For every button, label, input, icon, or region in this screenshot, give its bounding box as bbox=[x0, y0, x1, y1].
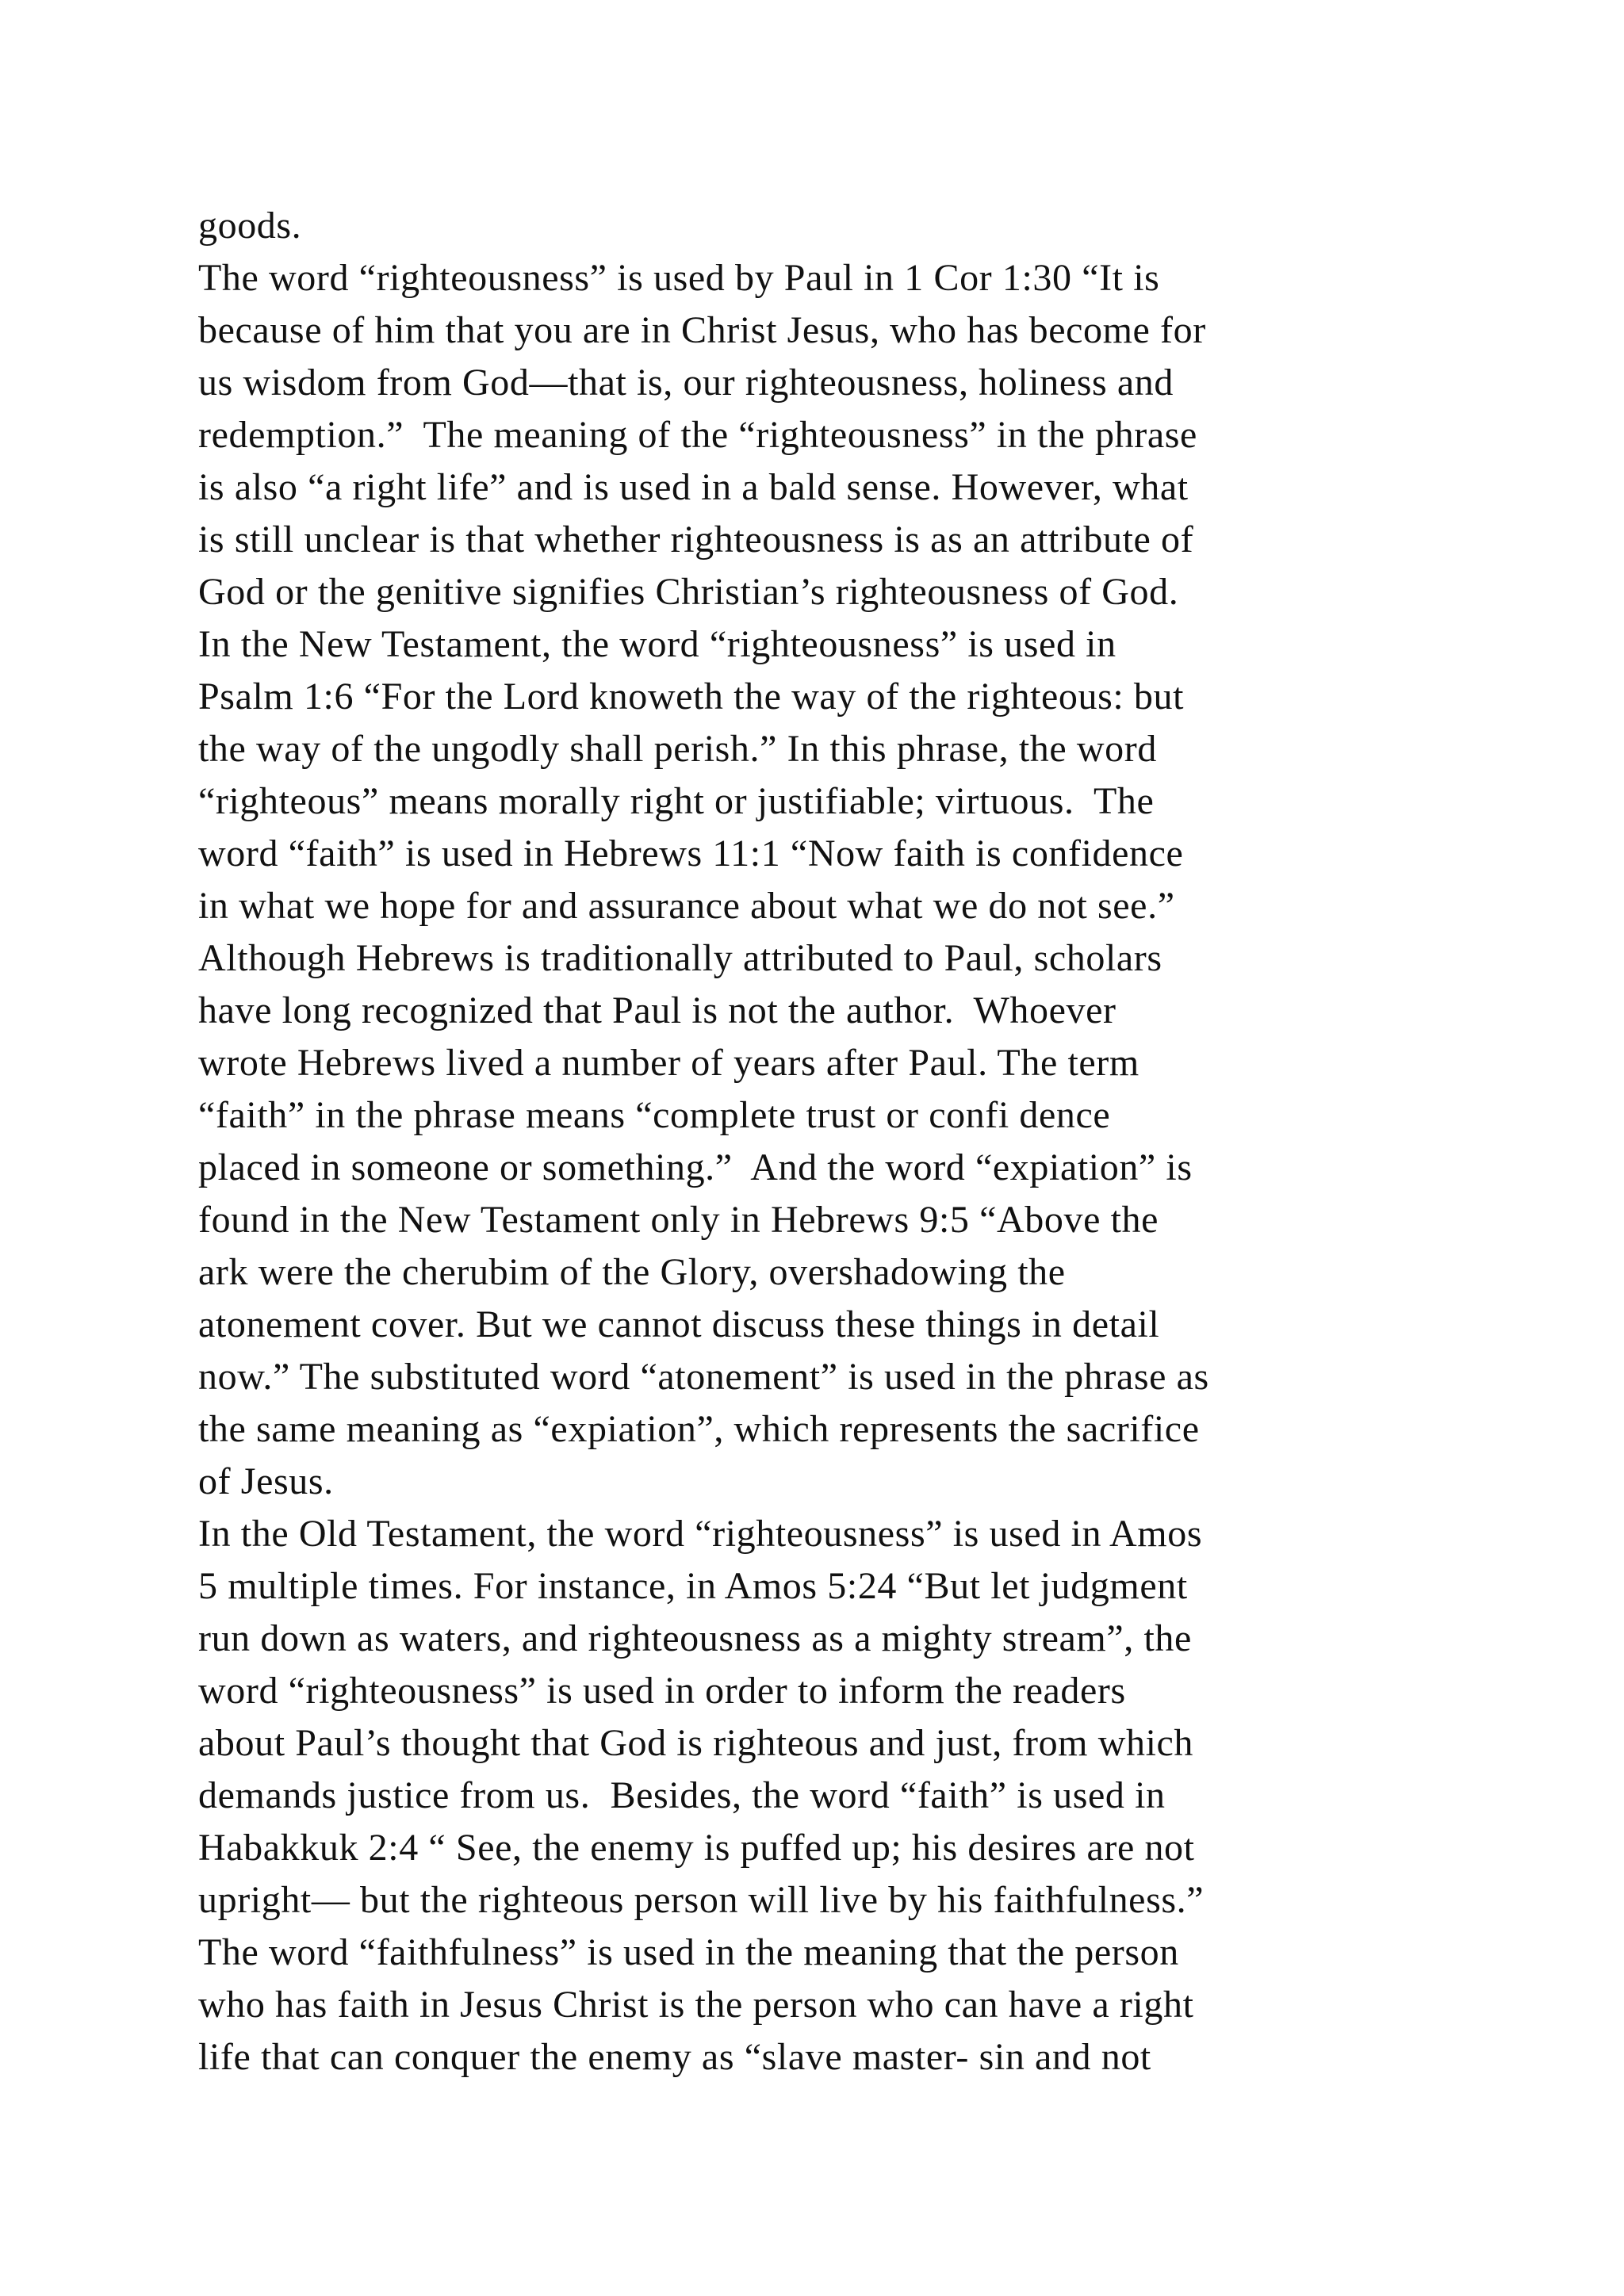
text-line: now.” The substituted word “atonement” is used in the phrase as bbox=[198, 1356, 1209, 1398]
text-line: redemption.” The meaning of the “righteousness” in the phrase bbox=[198, 414, 1197, 456]
text-line: run down as waters, and righteousness as a mighty stream”, the bbox=[198, 1617, 1192, 1659]
text-line: goods. bbox=[198, 205, 302, 247]
text-line: about Paul’s thought that God is righteous and just, from which bbox=[198, 1722, 1194, 1764]
text-line: “faith” in the phrase means “complete trust or confi dence bbox=[198, 1094, 1111, 1136]
text-line: ark were the cherubim of the Glory, overshadowing the bbox=[198, 1251, 1066, 1293]
document-body-text bbox=[198, 200, 1467, 2084]
text-line: The word “righteousness” is used by Paul in 1 Cor 1:30 “It is bbox=[198, 257, 1160, 299]
text-line: found in the New Testament only in Hebrews 9:5 “Above the bbox=[198, 1199, 1159, 1241]
text-line: word “righteousness” is used in order to inform the readers bbox=[198, 1670, 1126, 1712]
text-line: Although Hebrews is traditionally attributed to Paul, scholars bbox=[198, 937, 1162, 979]
text-line: placed in someone or something.” And the word “expiation” is bbox=[198, 1146, 1193, 1188]
text-line: because of him that you are in Christ Jesus, who has become for bbox=[198, 309, 1206, 351]
text-line: God or the genitive signifies Christian’s righteousness of God. bbox=[198, 571, 1179, 613]
text-line: “righteous” means morally right or justifiable; virtuous. The bbox=[198, 780, 1155, 822]
text-line: the way of the ungodly shall perish.” In this phrase, the word bbox=[198, 728, 1157, 770]
text-line: is also “a right life” and is used in a bald sense. However, what bbox=[198, 466, 1189, 508]
text-line: demands justice from us. Besides, the word “faith” is used in bbox=[198, 1774, 1166, 1816]
text-line: Habakkuk 2:4 “ See, the enemy is puffed up; his desires are not bbox=[198, 1827, 1195, 1869]
text-line: wrote Hebrews lived a number of years after Paul. The term bbox=[198, 1042, 1139, 1084]
text-line: In the New Testament, the word “righteousness” is used in bbox=[198, 623, 1116, 665]
text-line: atonement cover. But we cannot discuss these things in detail bbox=[198, 1303, 1160, 1345]
text-line: have long recognized that Paul is not the author. Whoever bbox=[198, 989, 1116, 1031]
text-line: upright— but the righteous person will live by his faithfulness.” bbox=[198, 1879, 1205, 1921]
text-line: In the Old Testament, the word “righteousness” is used in Amos bbox=[198, 1513, 1203, 1555]
text-line: of Jesus. bbox=[198, 1460, 334, 1502]
text-line: is still unclear is that whether righteousness is as an attribute of bbox=[198, 519, 1194, 561]
text-line: word “faith” is used in Hebrews 11:1 “Now faith is confidence bbox=[198, 832, 1184, 874]
text-line: life that can conquer the enemy as “slave master- sin and not bbox=[198, 2036, 1151, 2078]
text-line: Psalm 1:6 “For the Lord knoweth the way of the righteous: but bbox=[198, 675, 1185, 718]
text-line: the same meaning as “expiation”, which represents the sacrifice bbox=[198, 1408, 1200, 1450]
text-line: us wisdom from God—that is, our righteousness, holiness and bbox=[198, 362, 1174, 404]
text-line: who has faith in Jesus Christ is the person who can have a right bbox=[198, 1984, 1194, 2026]
text-line: 5 multiple times. For instance, in Amos 5:24 “But let judgment bbox=[198, 1565, 1188, 1607]
text-line: in what we hope for and assurance about what we do not see.” bbox=[198, 885, 1175, 927]
text-line: The word “faithfulness” is used in the meaning that the person bbox=[198, 1931, 1179, 1973]
